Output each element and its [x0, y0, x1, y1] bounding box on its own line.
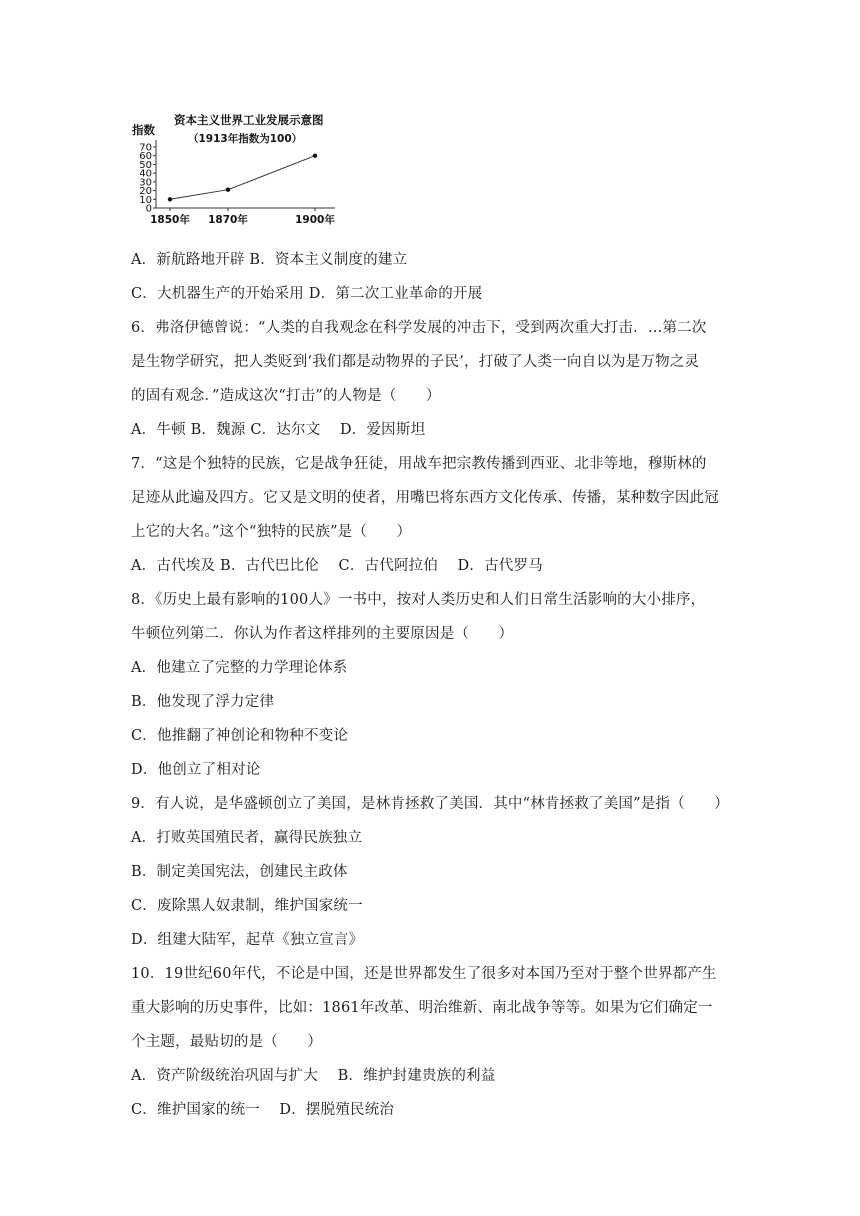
chart-marks: [139, 143, 335, 227]
y-axis-label: 指数: [132, 123, 155, 137]
text-line: 足迹从此遍及四方。它又是文明的使者，用嘴巴将东西方文化传承、传播，某种数字因此冠: [131, 490, 719, 506]
text-line: 9．有人说，是华盛顿创立了美国，是林肯拯救了美国．其中“林肯拯救了美国”是指（ ）: [131, 796, 729, 812]
x-tick-label: 1870年: [208, 214, 248, 226]
text-line: A．资产阶级统治巩固与扩大 B．维护封建贵族的利益: [131, 1068, 496, 1084]
text-line: C．大机器生产的开始采用 D．第二次工业革命的开展: [131, 286, 483, 302]
text-line: A．他建立了完整的力学理论体系: [131, 660, 348, 676]
data-point: [313, 154, 317, 158]
text-line: 上它的大名。”这个“独特的民族”是（ ）: [131, 524, 412, 540]
text-line: B．制定美国宪法，创建民主政体: [131, 864, 348, 880]
chart-subtitle: （1913年指数为100）: [188, 133, 303, 145]
text-line: B．他发现了浮力定律: [131, 694, 275, 710]
data-point: [226, 188, 230, 192]
text-line: C．他推翻了神创论和物种不变论: [131, 728, 349, 744]
text-line: 重大影响的历史事件，比如：1861年改革、明治维新、南北战争等等。如果为它们确定一: [131, 1000, 713, 1016]
y-tick-label: 0: [145, 203, 152, 215]
y-tick-label: 70: [139, 142, 152, 154]
industrial-development-chart: [130, 110, 340, 235]
data-point: [168, 197, 172, 201]
text-line: 的固有观念．”造成这次“打击”的人物是（ ）: [131, 388, 441, 404]
y-tick-label: 60: [139, 151, 152, 163]
text-line: D．他创立了相对论: [131, 762, 261, 778]
series-line: [170, 156, 315, 200]
text-line: A．牛顿 B．魏源 C．达尔文 D．爱因斯坦: [131, 422, 426, 438]
text-line: C．废除黑人奴隶制，维护国家统一: [131, 898, 363, 914]
y-tick-label: 40: [139, 168, 152, 180]
text-line: 10．19世纪60年代，不论是中国，还是世界都发生了很多对本国乃至对于整个世界都产生: [131, 966, 717, 982]
text-line: A．打败英国殖民者，赢得民族独立: [131, 830, 363, 846]
y-tick-label: 10: [139, 194, 152, 206]
y-tick-label: 50: [139, 159, 152, 171]
text-line: 6．弗洛伊德曾说：“人类的自我观念在科学发展的冲击下，受到两次重大打击．…第二次: [131, 320, 707, 336]
x-tick-label: 1850年: [150, 214, 190, 226]
text-line: 牛顿位列第二．你认为作者这样排列的主要原因是（ ）: [131, 626, 514, 642]
text-line: 个主题，最贴切的是（ ）: [131, 1034, 323, 1050]
x-tick-label: 1900年: [295, 214, 335, 226]
text-line: 7．“这是个独特的民族，它是战争狂徒，用战车把宗教传播到西亚、北非等地，穆斯林的: [131, 456, 707, 472]
chart-svg: [130, 110, 340, 235]
text-line: A．新航路地开辟 B．资本主义制度的建立: [131, 252, 408, 268]
text-line: D．组建大陆军，起草《独立宣言》: [131, 932, 364, 948]
text-line: 8．《历史上最有影响的100人》一书中，按对人类历史和人们日常生活影响的大小排序，: [131, 592, 706, 608]
text-line: C．维护国家的统一 D．摆脱殖民统治: [131, 1102, 395, 1118]
y-tick-label: 20: [139, 186, 152, 198]
y-tick-label: 30: [139, 177, 152, 189]
text-line: 是生物学研究，把人类贬到‘我们都是动物界的子民’，打破了人类一向自以为是万物之灵: [131, 354, 700, 370]
chart-title: 资本主义世界工业发展示意图: [174, 113, 324, 127]
text-line: A．古代埃及 B．古代巴比伦 C．古代阿拉伯 D．古代罗马: [131, 558, 543, 574]
